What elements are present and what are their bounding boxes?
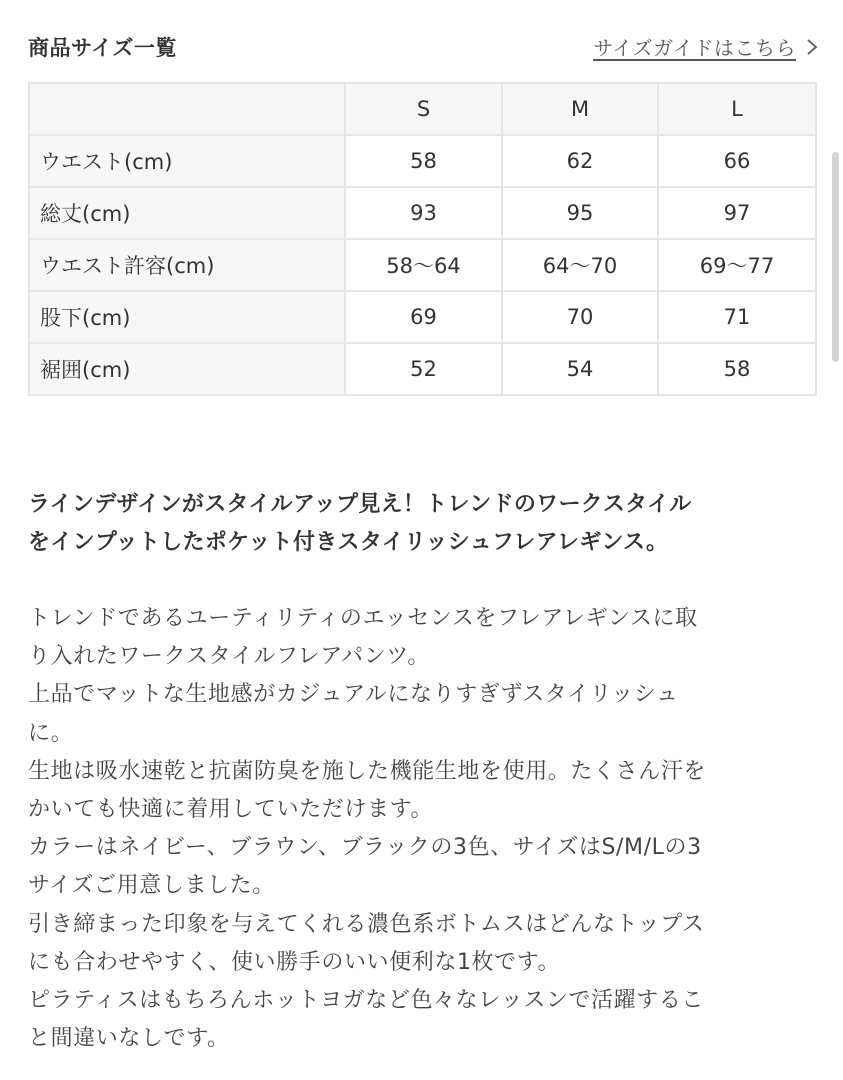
table-row bbox=[29, 343, 816, 395]
table-cell: 93 bbox=[345, 187, 502, 239]
size-column-header: S bbox=[345, 83, 502, 135]
table-row bbox=[29, 187, 816, 239]
row-label: ウエスト(cm) bbox=[29, 135, 345, 187]
description-line: に。 bbox=[28, 720, 74, 746]
table-cell: 95 bbox=[502, 187, 658, 239]
description-line: トレンドであるユーティリティのエッセンスをフレアレギンスに取 bbox=[28, 606, 698, 631]
table-row bbox=[29, 239, 816, 291]
size-guide-link[interactable] bbox=[593, 32, 818, 61]
description-line: と間違いなしです。 bbox=[28, 1026, 230, 1052]
headline-line: をインプットしたポケット付きスタイリッシュフレアレギンス。 bbox=[28, 530, 669, 555]
table-cell: 62 bbox=[502, 135, 658, 187]
size-column-header: M bbox=[502, 83, 658, 135]
size-guide-link-label[interactable]: サイズガイドはこちら bbox=[593, 36, 796, 60]
row-label: 裾囲(cm) bbox=[29, 343, 345, 395]
table-scrollbar[interactable] bbox=[832, 152, 839, 362]
size-table-corner-cell bbox=[29, 83, 345, 135]
table-cell: 54 bbox=[502, 343, 658, 395]
table-cell: 71 bbox=[658, 291, 816, 343]
table-cell: 58〜64 bbox=[345, 239, 502, 291]
size-table bbox=[28, 82, 817, 396]
table-cell: 58 bbox=[345, 135, 502, 187]
table-cell: 69〜77 bbox=[658, 239, 816, 291]
description-line: ピラティスはもちろんホットヨガなど色々なレッスンで活躍するこ bbox=[28, 988, 705, 1014]
size-table-header-row bbox=[29, 83, 816, 135]
description-line: かいても快適に着用していただけます。 bbox=[28, 797, 434, 823]
table-cell: 58 bbox=[658, 343, 816, 395]
headline-line: ラインデザインがスタイルアップ見え！トレンドのワークスタイル bbox=[28, 492, 692, 517]
table-cell: 97 bbox=[658, 187, 816, 239]
chevron-right-icon bbox=[806, 38, 818, 56]
table-row bbox=[29, 291, 816, 343]
table-cell: 64〜70 bbox=[502, 239, 658, 291]
size-column-header: L bbox=[658, 83, 816, 135]
description-line: サイズご用意しました。 bbox=[28, 873, 275, 899]
product-description bbox=[28, 600, 828, 1058]
size-list-title: 商品サイズ一覧 bbox=[28, 36, 177, 60]
table-cell: 69 bbox=[345, 291, 502, 343]
row-label: 股下(cm) bbox=[29, 291, 345, 343]
description-line: 生地は吸水速乾と抗菌防臭を施した機能生地を使用。たくさん汗を bbox=[28, 758, 707, 784]
description-line: り入れたワークスタイルフレアパンツ。 bbox=[28, 644, 430, 670]
row-label: 総丈(cm) bbox=[29, 187, 345, 239]
description-line: カラーはネイビー、ブラウン、ブラックの3色、サイズはS/M/Lの3 bbox=[28, 835, 702, 861]
table-row bbox=[29, 135, 816, 187]
size-section-header bbox=[28, 28, 818, 68]
description-line: にも合わせやすく、使い勝手のいい便利な1枚です。 bbox=[28, 949, 561, 975]
table-cell: 70 bbox=[502, 291, 658, 343]
product-headline bbox=[28, 486, 818, 562]
table-cell: 52 bbox=[345, 343, 502, 395]
description-line: 引き締まった印象を与えてくれる濃色系ボトムスはどんなトップス bbox=[28, 911, 705, 937]
row-label: ウエスト許容(cm) bbox=[29, 239, 345, 291]
description-line: 上品でマットな生地感がカジュアルになりすぎずスタイリッシュ bbox=[28, 682, 679, 708]
table-cell: 66 bbox=[658, 135, 816, 187]
